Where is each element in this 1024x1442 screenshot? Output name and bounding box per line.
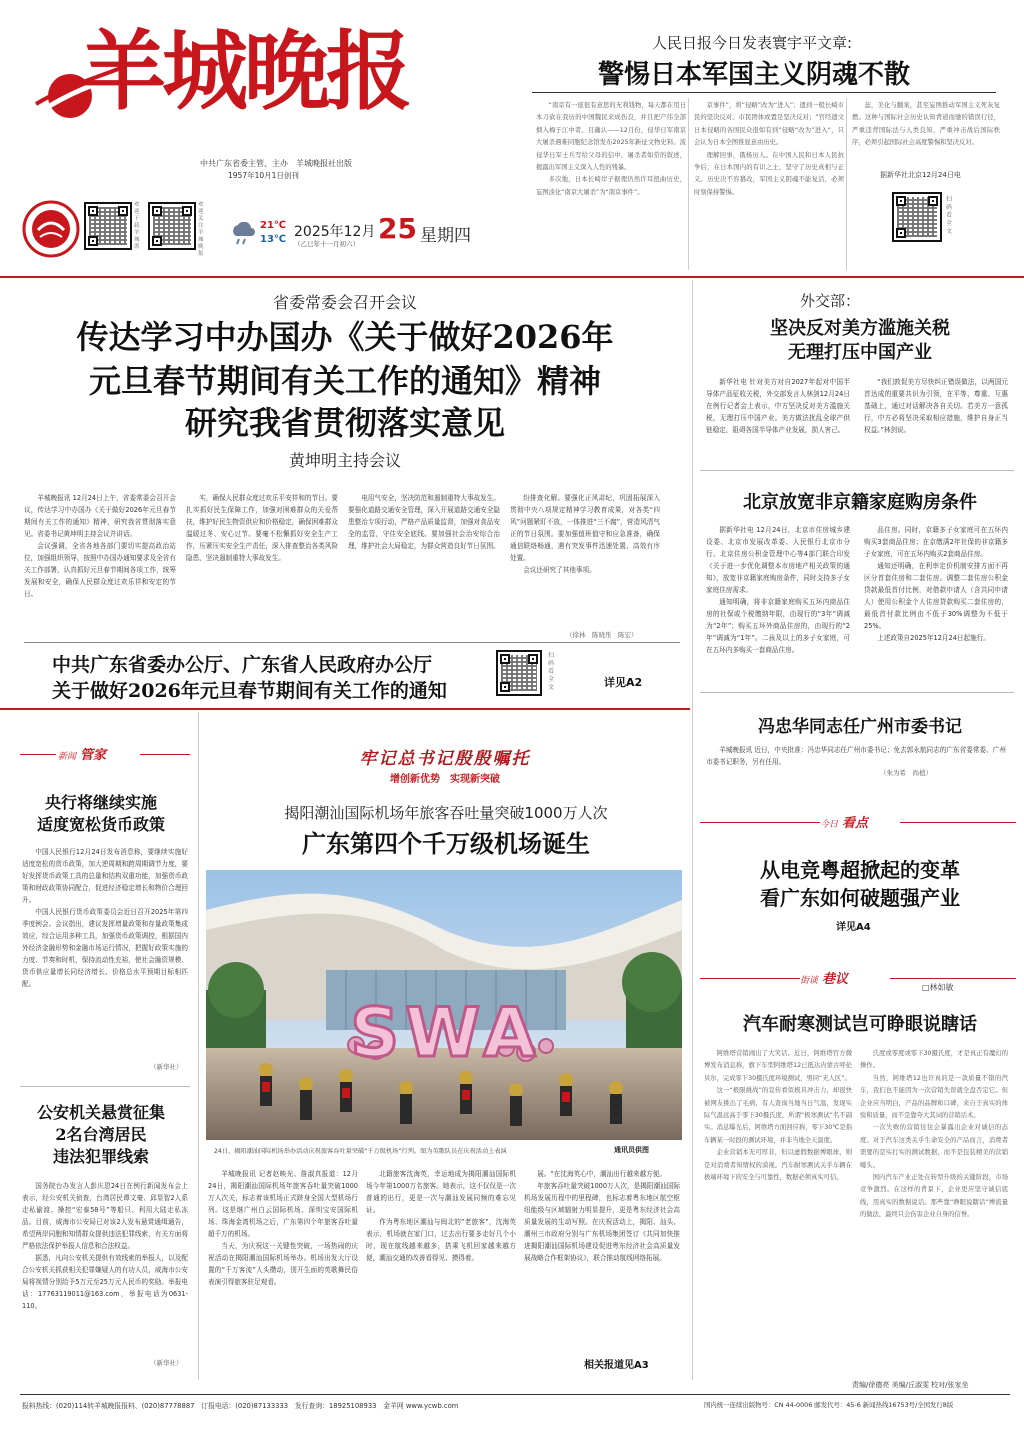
today-title-line1[interactable]: 从电竞粤超掀起的变革 [760,858,960,882]
top-story-col1: “南京有一座很有意思的无利钱物，每天都在用日本刀砍在我历的中国魏民来成伤良，并且把产伟全部烟入梅子江中者。且确认——12月份，侵华日军南京大屠杀遇难同胞纪念馆发布2025年新征文物史料。流侵华日军士兵写给父母的信中，屠杀者如常的叙述，揭露出军国主义深入人性的残暴。 多次地，日本长崎岸子据理仍然许耳扭曲历史，妄图淡化“南京大屠杀”为“南京事件”。 [536,102,686,196]
divider [700,470,1014,471]
divider [688,98,689,270]
qr-code-follow[interactable] [148,202,196,250]
date-weekday: 星期四 [420,226,471,246]
top-story-byline: 据新华社北京12月24日电 [880,171,961,179]
police-title-line1[interactable]: 公安机关悬赏征集 [36,1103,165,1122]
today-label: 今日 看点 [700,812,1020,834]
photo-sign: SWA [350,994,542,1073]
airport-title[interactable]: 广东第四个千万级机场诞生 [302,829,590,858]
anniversary-emblem-icon [22,200,80,258]
lead-col3: 电用气安全，坚决防范和遏制重特大事故发生。要强化道路交通安全管理，深入开展道路交通安全隐患整治专项行动，严格产品质量监督，加强对食品安全的监管，守住安全底线。要加强社会治安综合治理，维护社会大局稳定，为群众营造良好节日氛围。 [348,494,500,550]
feng-credit: （朱为希 尚植） [880,769,932,777]
campaign-banner-title: 牢记总书记殷殷嘱托 [359,749,531,769]
street-col2: 氏度或零度或零下30摄氏度，才是真正有魔幻的操作。 当然，阿维塔12也许真的是一款质量不错的汽车，我们也不能因为一次营销失误就全盘否定它。但企业应当明白，产品的品牌和口碑，来自于真实的体验和质量，而不是靠夸大其词的营销话术。 一次失败的营销往往会暴露出企业对诚信的态度。对于汽车这类关乎生命安全的产品而言，消费者需要的是实打实的测试数据，而不是包装精美的营销噱头。 国内汽车产业正处在转型升级的关键阶段，市场竞争激烈。在这样的背景下，企业更应坚守诚信底线，用真实的数据说话。那些靠“睁眼说瞎话”博流量的做法，最终只会伤害企业自身的信誉。 [860,1050,1008,1219]
campaign-banner [330,744,560,786]
feng-title[interactable]: 冯忠华同志任广州市委书记 [758,717,962,737]
masthead-title: 羊城晚报 [80,21,408,122]
footer-right: 国内统一连续出版物号：CN 44-0006 邮发代号：45-6 新闻热线16753号/全国发行8版 [704,1401,954,1409]
airport-col2: 北籍旅客沈海英，幸运地成为揭阳潮汕国际机场今年第1000万名旅客。她表示，这不仅仅是一次普通的出行，更是一次与潮汕发展同频的难忘见证。 作为粤东地区潮汕与闽北的“老旅客”，沈海英表示，机场就在家门口，过去出行要多走好几个小时，现在航线越来越多，搭乘飞机回家越来越方便，潮汕交通的改善看得见、摸得着。 [366,1170,516,1262]
police-text: 国务院台办发言人彭庆恩24日在例行新闻发布会上表示，经公安机关侦查，台湾居民谭文豪、邱显智2人系走私偷渡、操控“宏泰58号”等船只、利用大陆走私冻品。目前，威海市公安局已对该2人发布悬赏通缉通告，希望两岸同胞和知情群众提供违法犯罪线索，有关方面将严格依法保护举报人信息和合法权益。 据悉，凡向公安机关提供有效线索的举报人，以及配合公安机关抓获相关犯罪嫌疑人的有功人员，威海市公安局将视情分别给予5万元至25万元人民币的奖励。举报电话：17763119011@163.com，举报电话为0631-110。 [22,1182,188,1310]
qr-code-app[interactable] [84,202,132,250]
police-credit: （新华社） [150,1359,183,1367]
top-story-col2: 京事件”，将“侵略”改为“进入”；遗到一般长崎市民的坚决反对。市民团体或置是坚决反对；“官经遗文日本侵略的各国民众很如有到”侵略“改为”进入“，只会认为日本全图推显意由历史。 理解回事，俄杨历人。在中国人民和日本人民抗争后，在日本国内的有识之士，坚守了历史真相与正义。历史决不容篡改，军国主义阴魂不能复活，必须时刻保持警惕。 [694,102,844,196]
mofa-kicker: 外交部： [800,292,861,310]
mofa-col1: 新华社电 针对美方对自2027年起对中国半导体产品征收关税，外交部发言人林剑12月24日在例行记者会上表示，中方坚决反对美方滥施关税，无理打压中国产业。美方做法扰乱全球产供链稳定，阻碍各国半导体产业发展，损人害己。 [706,378,850,434]
airport-col3: 展。“在沈海英心中，潮汕出行越来越方便。 年旅客吞吐量突破1000万人次，是揭阳潮汕国际机场发展历程中的里程碑，也标志着粤东地区航空枢纽能级与区域辐射力明显提升，更是粤东经济社会高质量发展的生动写照。在庆祝活动上，揭阳、汕头、潮州三市政府分别与广东机场集团签订《共同加快推进揭阳潮汕国际机场建设促进粤东经济社会高质量发展战略合作框架协议》，联合推动航线网络拓展。 [524,1170,680,1262]
divider [20,1086,190,1087]
date-day: 25 [378,212,417,245]
campaign-banner-sub: 增创新优势 实现新突破 [390,774,500,785]
divider [700,692,1014,693]
today-title-line2[interactable]: 看广东如何破题强产业 [760,886,960,910]
housing-title[interactable]: 北京放宽非京籍家庭购房条件 [743,492,977,513]
feng-text: 羊城晚报讯 近日，中央批准：冯忠华同志任广州市委书记；免去郭永航同志的广东省委常委、广州市委书记职务，另有任用。 [706,746,1006,766]
weather-low: 13℃ [260,234,287,245]
airport-see[interactable]: 相关报道见A3 [584,1360,649,1371]
top-story-qr-caption: 扫码看全文 [946,196,953,235]
finance-title-line1[interactable]: 央行将继续实施 [44,793,157,812]
lead-title-line3[interactable]: 研究我省贯彻落实意见 [184,404,505,442]
anniversary-emblem [22,200,80,258]
airport-kicker: 揭阳潮汕国际机场年旅客吞吐量突破1000万人次 [284,804,608,822]
lead-title-line1[interactable]: 传达学习中办国办《关于做好2026年 [76,318,614,356]
finance-title-line2[interactable]: 适度宽松货币政策 [36,815,165,834]
divider [692,280,693,1380]
mofa-title-line1[interactable]: 坚决反对美方滥施关税 [770,318,950,339]
lead-col1: 羊城晚报讯 12月24日上午，省委常委会召开会议，传达学习中办国办《关于做好2026年元旦春节期间有关工作的通知》精神，研究我省贯彻落实意见。省委书记黄坤明主持会议并讲话。 会议强调，全省各地各部门要切实提高政治站位，加强组织领导，按照中办国办通知要求及全省有关工作部署，认真抓好元旦春节期间各项工作，统筹发展和安全，确保人民群众度过欢乐祥和安定的节日。 [24,494,176,598]
date-lunar: （乙巳年十一月初六） [294,240,359,248]
lead-col4: 纷排查化解。要强化正风肃纪，巩固拓展深入贯彻中央八项规定精神学习教育成果，对各类“四风”问题紧盯不放，一体推进“三不腐”，营造风清气正的节日氛围。要加强值班值守和应急准备，确保通信联络畅通，遇有突发事件迅速处置、高效有序处置。 会议还研究了其他事项。 [510,494,660,574]
cloud-rain-icon [230,222,256,246]
weather-panel [228,212,496,250]
top-story-qr[interactable] [892,192,942,242]
masthead-sponsor: 中共广东省委主管、主办 羊城晚报社出版 [200,159,352,168]
divider [0,708,690,710]
divider [846,98,847,270]
top-story-kicker: 人民日报今日发表寰宇平文章: [652,34,853,52]
lead-kicker: 省委常委会召开会议 [272,293,417,312]
qr-label-follow: 欢迎关注羊城晚报 [198,202,204,257]
photo-credit: 通讯员供图 [614,1146,649,1154]
notice-see[interactable]: 详见A2 [604,676,643,689]
housing-col1: 据新华社电 12月24日，北京市住房城乡建设委、北京市发展改革委、人民银行北京市分行、北京住房公积金管理中心等4部门联合印发《关于进一步优化调整本市房地产相关政策的通知》，放宽非京籍家庭购房条件，同时支持多子女家庭住房需求。 通知明确，将非京籍家庭购买五环内商品住房的社保或个税缴纳年限，由现行的“3年”调减为“2年”；购买五环外商品住房的，由现行的“2年”调减为“1年”。二孩及以上的多子女家庭，可在五环内多购买一套商品住房。 [706,526,850,654]
photo-caption: 24日，揭阳潮汕国际机场举办活动庆祝旅客吞吐量突破“千万级机场”行列。图为英歌队员在庆祝活动上表演 [214,1148,507,1155]
street-col1: 阿维塔营销闹出了大笑话。近日，阿维塔官方微博发布消息称，旗下车型阿维塔12已抵达内蒙古呼伦贝尔，完成零下30摄氏度环境测试，男同“无人区”。 这一“极限挑战”的宣传看似极具冲击力，却很快被网友挑出了毛病，有人查询当地当日气温，发现实际气温远高于零下30摄氏度，所谓“极寒测试”名不副实。消息曝光后，阿维塔方面回应称，零下30℃是指车辆某一时段的测试环境，并非当地全天温度。 企业营销本无可厚非，但以虚假数据博眼球，则是对消费者知情权的漠视。汽车耐寒测试关乎车辆在极端环境下的安全与可靠性，数据必须真实可信。 [704,1050,852,1182]
airport-photo[interactable] [206,870,682,1140]
police-title-line3[interactable]: 违法犯罪线索 [52,1147,149,1166]
today-see[interactable]: 详见A4 [836,922,871,933]
qr-label-app: 欢迎下载羊城派 [134,202,140,250]
divider [532,92,996,93]
divider [20,1394,1010,1395]
mofa-title-line2[interactable]: 无理打压中国产业 [788,342,932,363]
housing-col2: 品住房。同时，京籍多子女家庭可在五环内购买3套商品住房；在京缴满2年社保的非京籍多子女家庭，可在五环内购买2套商品住房。 通知还明确，在利率定价机制安排方面不再区分首套住房和二套住房。调整二套住房公积金贷款最低首付比例，对借款申请人（含共同申请人）使用公积金个人住房贷款购买二套住房的，最低首付款比例由不低于30%调整为不低于25%。 上述政策自2025年12月24日起施行。 [864,526,1008,642]
airport-col1: 羊城晚报讯 记者赵映光、詹淑真报道：12月24日，揭阳潮汕国际机场年旅客吞吐量突破1000万人次关，标志着该机场正式跻身全国大型机场行列。这是继广州白云国际机场、深圳宝安国际机场、珠海金湾机场之后，广东第四个年旅客吞吐量超千万的机场。 当天，为庆祝这一关键性突破，一场热闹的庆祝活动在揭阳潮汕国际机场举办。机场出发大厅设置的“千万客流”人头攒动，别开生面的英歌舞民俗表演引得旅客驻足观看。 [208,1170,358,1286]
street-label: 街谈 巷议 [700,968,1020,990]
divider [24,642,680,643]
divider [198,712,199,1380]
notice-qr[interactable] [496,650,542,696]
police-title-line2[interactable]: 2名台湾居民 [55,1125,147,1144]
finance-label: 新闻 管家 [20,744,190,764]
mofa-col2: “我们敦促美方尽快纠正错误做法，以两国元首达成的重要共识为引领，在平等、尊重、互惠基础上，通过对话解决各自关切。若美方一意孤行，中方必将坚决采取相应措施，维护自身正当权益。”林剑说。 [864,378,1008,434]
top-story-title[interactable]: 警惕日本军国主义阴魂不散 [598,60,911,90]
finance-credit: （新华社） [150,1063,183,1071]
lead-title-line2[interactable]: 元旦春节期间有关工作的通知》精神 [88,362,601,400]
date-year-month: 2025年12月 [294,224,376,240]
weather-high: 21℃ [260,220,287,231]
masthead-founded: 1957年10月1日创刊 [228,171,299,180]
lead-col2: 实，确保人民群众度过欢乐平安祥和的节日。要扎实抓好民生保障工作，加强对困难群众的关爱帮扶，维护好民生物资供应和价格稳定，确保困难群众温暖过冬、安心过节。要毫不松懈抓好安全生产工作，压紧压实安全生产责任，深入排查整治各类风险隐患，坚决遏制重特大事故发生。 [186,494,338,562]
footer-editors: 责编/徐德亮 美编/丘淑雯 校对/张家坐 [852,1381,969,1389]
notice-qr-caption: 扫码看全文 [548,652,555,691]
masthead-rule [0,276,1024,278]
lead-subtitle: 黄坤明主持会议 [288,451,401,470]
notice-title-line2[interactable]: 关于做好2026年元旦春节期间有关工作的通知 [52,680,447,702]
street-title[interactable]: 汽车耐寒测试岂可睁眼说瞎话 [743,1014,977,1035]
street-author: □林如敏 [922,983,954,992]
finance-text: 中国人民银行12月24日发布消息称，要继续实施好适度宽松的货币政策，加大逆周期和跨周期调节力度，要好发挥货币政策工具的总量和结构双重功能，加强货币政策和财政政策协同配合，促进经济稳定增长和物价合理回升。 中国人民银行货币政策委员会近日召开2025年第四季度例会。会议指出，建议发挥增量政策和存量政策集成效应，综合运用多种工具，加强货币政策调控，根据国内外经济金融形势和金融市场运行情况，把握好政策实施的力度、节奏和时机，保持流动性充裕，使社会融资规模、货币供应量增长同经济增长、价格总水平预期目标相匹配。 [22,848,188,988]
top-story-col3: 蕊，美化与翻案，甚至妄图推动军国主义死灰复燃。这种与国际社会历史认知背道而驰的错误行径，严重违背国际法与人类良知，严重冲击战后国际秩序，必须引起国际社会高度警惕和坚决反对。 [852,102,1000,147]
lead-credit: （徐林 陈晓彤 陈宏） [566,631,638,639]
notice-title-line1[interactable]: 中共广东省委办公厅、广东省人民政府办公厅 [52,654,433,676]
footer-left: 报料热线：(020)114转羊城晚报报料、(020)87778887 订报电话：(020)87133333 发行查询：18925108933 金羊网 www.ycwb.com [22,1402,459,1410]
